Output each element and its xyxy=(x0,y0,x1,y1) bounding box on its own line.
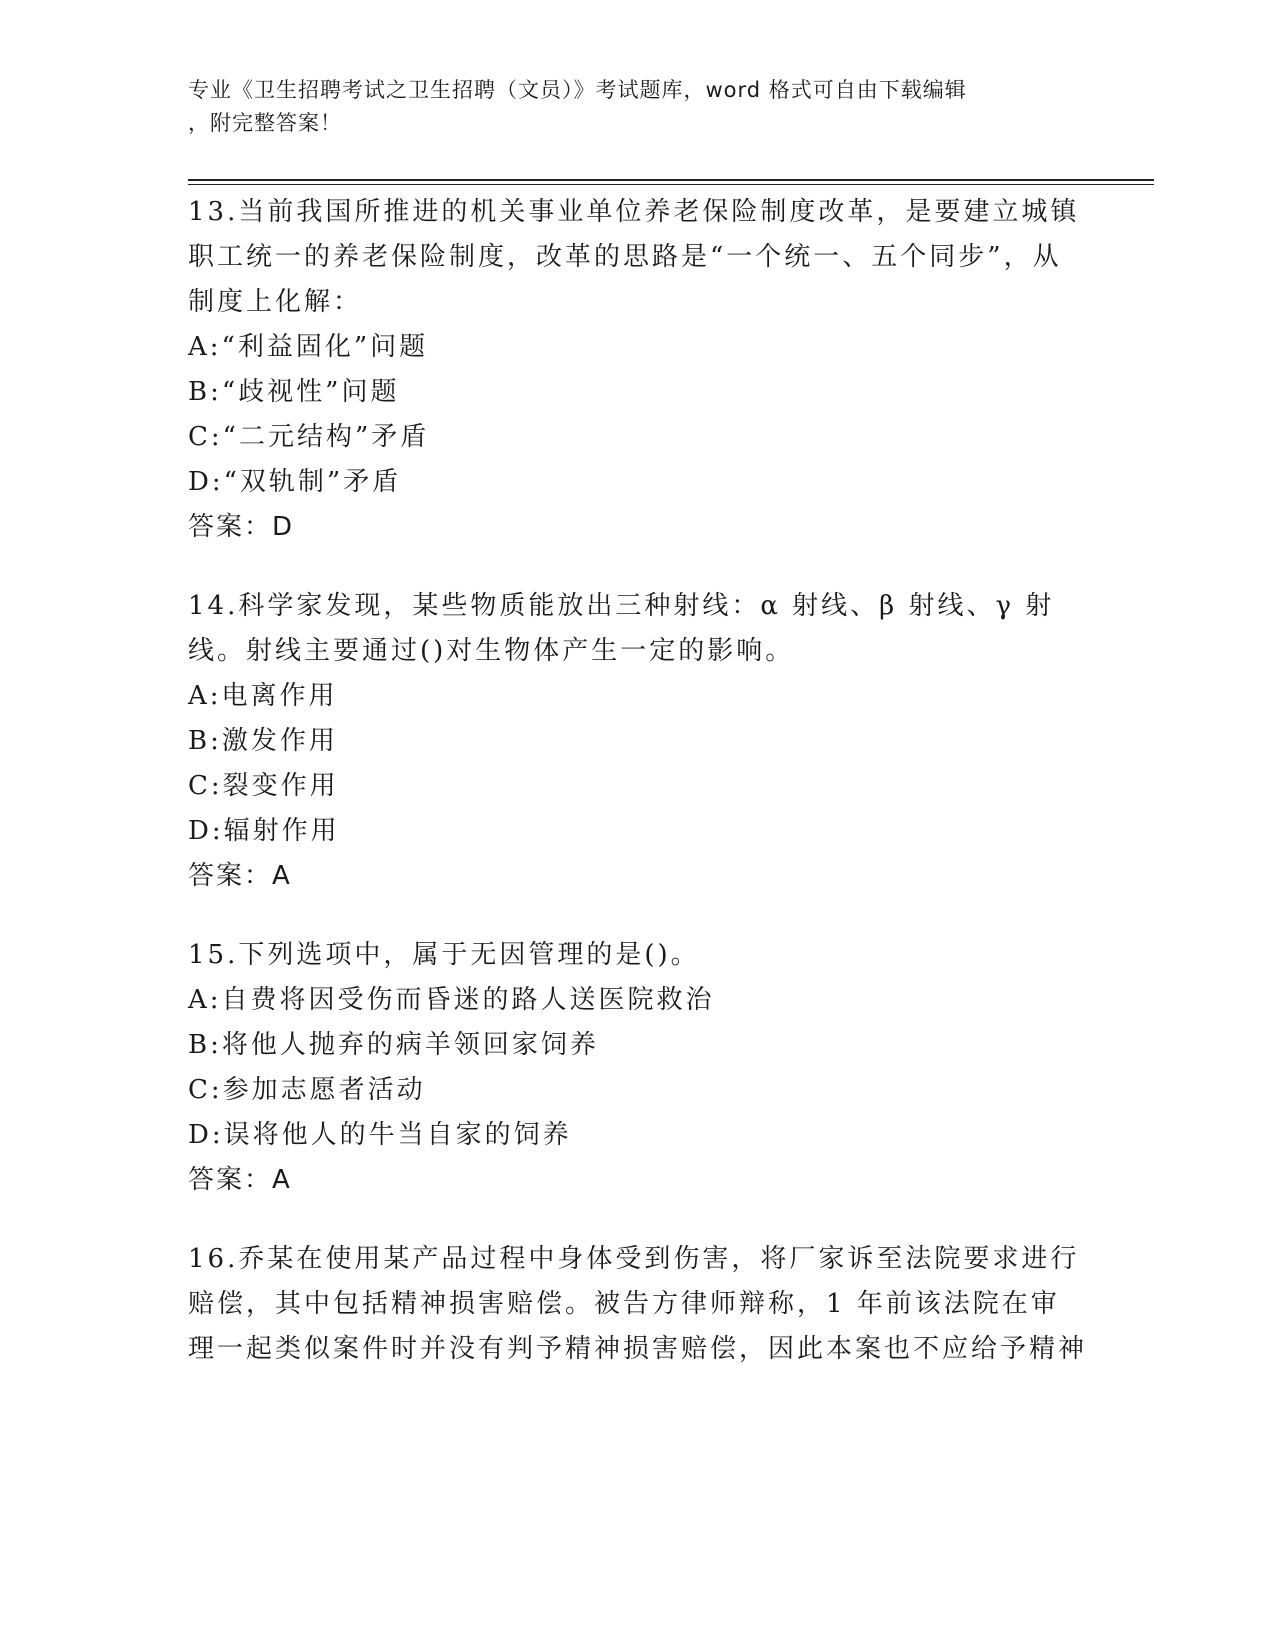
option-c: C:参加志愿者活动 xyxy=(188,1075,426,1105)
question-list xyxy=(188,190,1088,1406)
question-15 xyxy=(188,933,1088,1203)
document-header xyxy=(188,74,1068,140)
question-text: 14.科学家发现，某些物质能放出三种射线：α 射线、β 射线、γ 射线。射线主要通过()对生物体产生一定的影响。 xyxy=(188,591,1055,666)
question-14 xyxy=(188,584,1088,899)
option-b: B:将他人抛弃的病羊领回家饲养 xyxy=(188,1030,599,1060)
question-16 xyxy=(188,1237,1088,1372)
option-d: D:辐射作用 xyxy=(188,816,340,846)
question-text: 16.乔某在使用某产品过程中身体受到伤害，将厂家诉至法院要求进行赔偿，其中包括精神损害赔偿。被告方律师辩称，1 年前该法院在审理一起类似案件时并没有判予精神损害赔偿，因此本案也不应给予精神 xyxy=(188,1244,1088,1364)
question-13 xyxy=(188,190,1088,550)
answer: 答案：D xyxy=(188,512,295,542)
option-a: A:自费将因受伤而昏迷的路人送医院救治 xyxy=(188,985,715,1015)
option-d: D:误将他人的牛当自家的饲养 xyxy=(188,1120,572,1150)
question-text: 13.当前我国所推进的机关事业单位养老保险制度改革，是要建立城镇职工统一的养老保险制度，改革的思路是“一个统一、五个同步”，从制度上化解： xyxy=(188,197,1080,317)
answer: 答案：A xyxy=(188,1165,292,1195)
option-a: A:电离作用 xyxy=(188,681,338,711)
option-d: D:“双轨制”矛盾 xyxy=(188,467,402,497)
option-a: A:“利益固化”问题 xyxy=(188,332,429,362)
option-b: B:激发作用 xyxy=(188,726,338,756)
answer: 答案：A xyxy=(188,861,292,891)
option-c: C:裂变作用 xyxy=(188,771,339,801)
option-b: B:“歧视性”问题 xyxy=(188,377,400,407)
question-text: 15.下列选项中，属于无因管理的是()。 xyxy=(188,940,700,970)
header-line-1: 专业《卫生招聘考试之卫生招聘（文员）》考试题库，word 格式可自由下载编辑 xyxy=(188,78,967,102)
header-divider-thick xyxy=(188,179,1154,181)
header-divider-thin xyxy=(188,184,1154,185)
option-c: C:“二元结构”矛盾 xyxy=(188,422,430,452)
header-line-2: ，附完整答案！ xyxy=(188,111,342,135)
